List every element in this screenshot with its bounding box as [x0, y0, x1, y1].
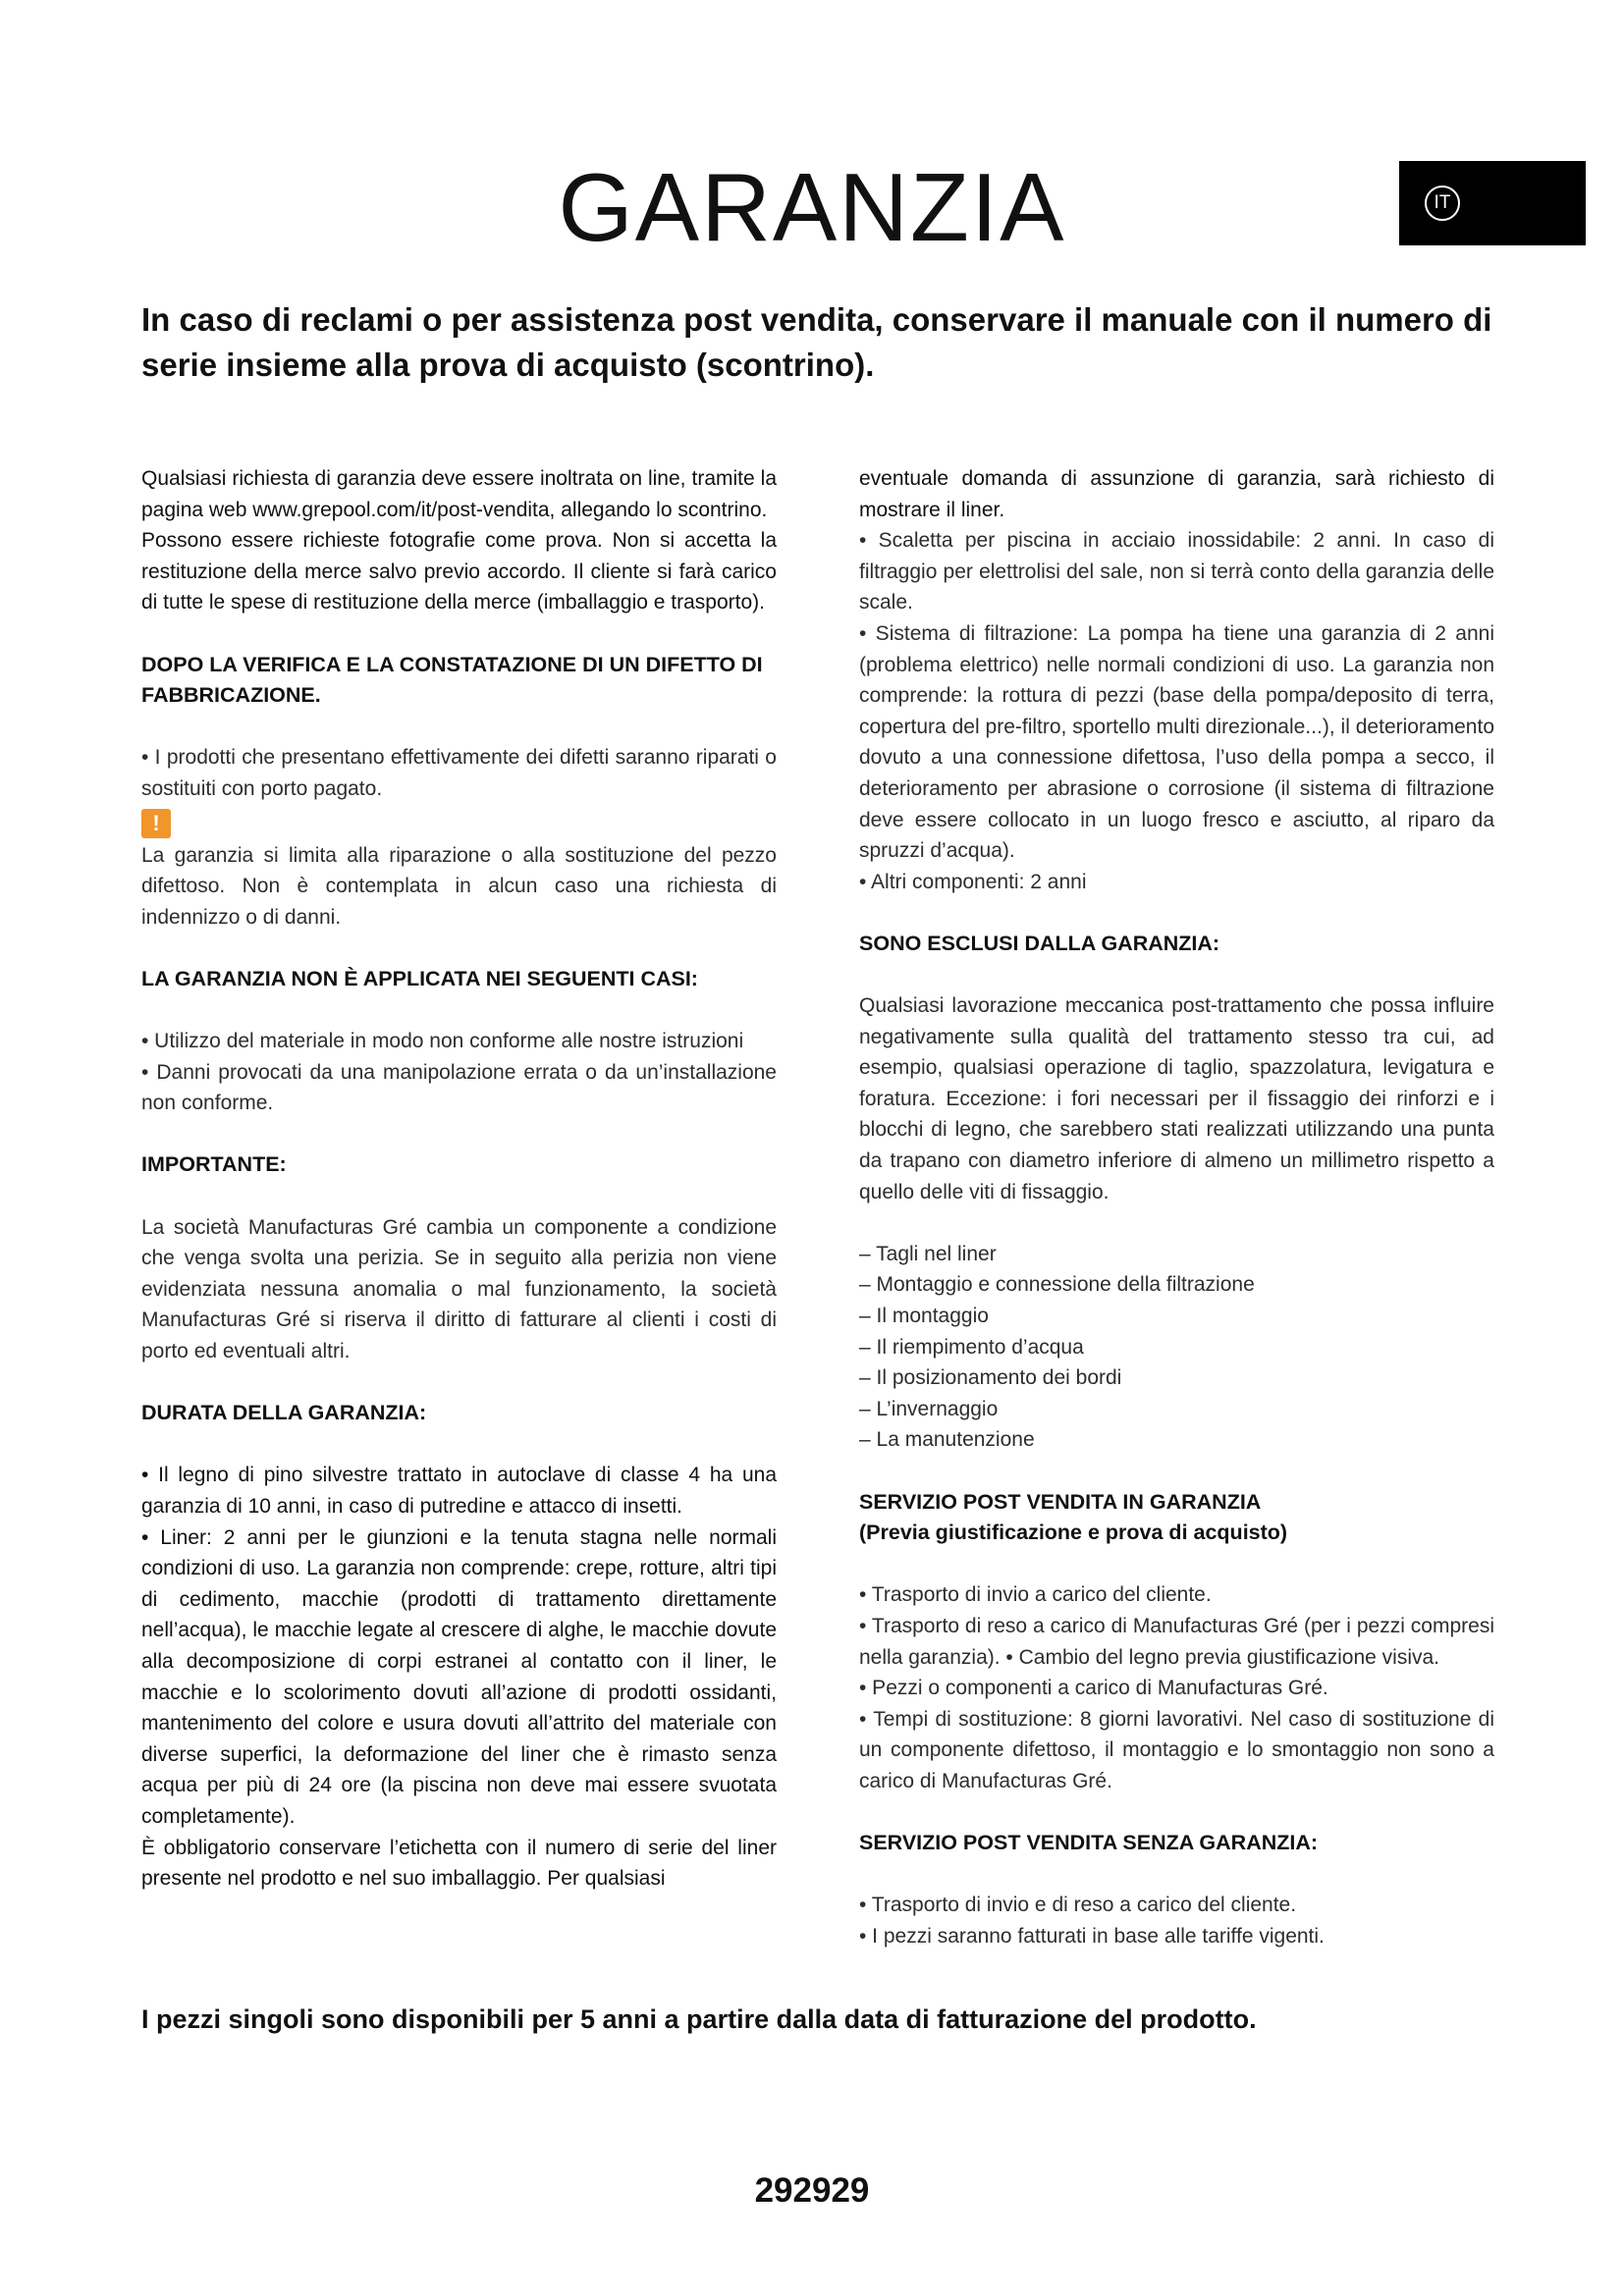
- list-item: – Il riempimento d’acqua: [859, 1335, 1084, 1359]
- heading-excluded: SONO ESCLUSI DALLA GARANZIA:: [859, 931, 1220, 955]
- bullet-damage: • Danni provocati da una manipolazione errata o da un’installazione non conforme.: [141, 1060, 777, 1115]
- warning-icon: !: [141, 809, 171, 838]
- language-tab: [1399, 161, 1586, 245]
- right-column: [859, 463, 1494, 1952]
- list-item: – Montaggio e connessione della filtrazione: [859, 1273, 1255, 1297]
- paragraph-limitation: La garanzia si limita alla riparazione o alla sostituzione del pezzo difettoso. Non è contemplata in alcun caso una richiesta di indennizzo o di danni.: [141, 843, 777, 929]
- heading-not-applied: LA GARANZIA NON È APPLICATA NEI SEGUENTI CASI:: [141, 966, 698, 990]
- bullet-misuse: • Utilizzo del materiale in modo non conforme alle nostre istruzioni: [141, 1030, 744, 1053]
- page-number: 292929: [754, 2171, 870, 2210]
- language-badge: IT: [1425, 186, 1460, 221]
- bullet-no-warranty-parts: • I pezzi saranno fatturati in base alle tariffe vigenti.: [859, 1924, 1325, 1948]
- bullet-shipping-out: • Trasporto di invio a carico del cliente.: [859, 1583, 1212, 1607]
- page-title: GARANZIA: [558, 153, 1066, 261]
- heading-defect-verification: DOPO LA VERIFICA E LA CONSTATAZIONE DI UN DIFETTO DI FABBRICAZIONE.: [141, 652, 763, 708]
- list-item: – Il montaggio: [859, 1305, 989, 1328]
- heading-important: IMPORTANTE:: [141, 1152, 287, 1177]
- list-item: – La manutenzione: [859, 1428, 1035, 1452]
- bullet-ladder: • Scaletta per piscina in acciaio inossidabile: 2 anni. In caso di filtraggio per elettrolisi del sale, non si terrà conto della garanzia delle scale.: [859, 529, 1494, 614]
- paragraph-liner-continued: eventuale domanda di assunzione di garanzia, sarà richiesto di mostrare il liner.: [859, 467, 1494, 521]
- paragraph-online-request: Qualsiasi richiesta di garanzia deve essere inoltrata on line, tramite la pagina web www.grepool.com/it/post-vendita, allegando lo scontrino.: [141, 467, 777, 521]
- list-item: – L’invernaggio: [859, 1397, 999, 1420]
- heading-service-no-warranty: SERVIZIO POST VENDITA SENZA GARANZIA:: [859, 1831, 1319, 1855]
- heading-duration: DURATA DELLA GARANZIA:: [141, 1401, 427, 1425]
- bullet-no-warranty-shipping: • Trasporto di invio e di reso a carico del cliente.: [859, 1894, 1297, 1917]
- left-column: [141, 463, 777, 1895]
- bullet-liner: • Liner: 2 anni per le giunzioni e la tenuta stagna nelle normali condizioni di uso. La garanzia non comprende: crepe, rotture, altri tipi di cedimento, macchie (prodotti di trattamento direttamente nell’acqua), le macchie legate al crescere di alghe, le macchie dovute alla decomposizione di corpi estranei al contatto con il liner, le macchie e lo scolorimento dovuti all’azione di prodotti ossidanti, mantenimento del colore e usura dovuti all’attrito del materiale con diverse superfici, la deformazione del liner che è rimasto senza acqua per più di 24 ore (la piscina non deve mai essere svuotata completamente).: [141, 1525, 777, 1828]
- list-item: – Il posizionamento dei bordi: [859, 1366, 1122, 1390]
- list-item: – Tagli nel liner: [859, 1242, 997, 1265]
- bullet-replacement-time: • Tempi di sostituzione: 8 giorni lavorativi. Nel caso di sostituzione di un componente difettoso, il montaggio e lo smontaggio non sono a carico di Manufacturas Gré.: [859, 1707, 1494, 1792]
- paragraph-mechanical-work: Qualsiasi lavorazione meccanica post-trattamento che possa influire negativamente sulla qualità del trattamento stesso tra cui, ad esempio, qualsiasi operazione di taglio, spazzolatura, levigatura e foratura. Eccezione: i fori necessari per il fissaggio dei rinforzi e i blocchi di legno, che sarebbero stati realizzati utilizzando una punta da trapano con diametro inferiore di almeno un millimetro rispetto a quello delle viti di fissaggio.: [859, 994, 1494, 1203]
- bullet-filtration: • Sistema di filtrazione: La pompa ha tiene una garanzia di 2 anni (problema elettrico) nelle normali condizioni di uso. La garanzia non comprende: la rottura di pezzi (base della pompa/deposito di terra, copertura del pre-filtro, sportello multi direzionale...), il deterioramento dovuto a una connessione difettosa, l’uso della pompa a secco, il deterioramento per abrasione o corrosione (il sistema di filtrazione deve essere collocato in un luogo fresco e asciutto, al riparo da spruzzi d’acqua).: [859, 621, 1494, 863]
- paragraph-appraisal: La società Manufacturas Gré cambia un componente a condizione che venga svolta una perizia. Se in seguito alla perizia non viene evidenziata nessuna anomalia o mal funzionamento, la società Manufacturas Gré si riserva il diritto di fatturare al clienti i costi di porto ed eventuali altri.: [141, 1215, 777, 1363]
- intro-notice: In caso di reclami o per assistenza post vendita, conservare il manuale con il numero di serie insieme alla prova di acquisto (scontrino).: [141, 301, 1492, 383]
- paragraph-serial-label: È obbligatorio conservare l’etichetta con il numero di serie del liner presente nel prodotto e nel suo imballaggio. Per qualsiasi: [141, 1836, 777, 1891]
- spare-parts-note: I pezzi singoli sono disponibili per 5 anni a partire dalla data di fatturazione del prodotto.: [141, 2004, 1257, 2034]
- bullet-other-components: • Altri componenti: 2 anni: [859, 870, 1087, 893]
- bullet-shipping-return: • Trasporto di reso a carico di Manufacturas Gré (per i pezzi compresi nella garanzia). • Cambio del legno previa giustificazione visiva.: [859, 1614, 1494, 1669]
- bullet-parts: • Pezzi o componenti a carico di Manufacturas Gré.: [859, 1677, 1328, 1700]
- bullet-wood: • Il legno di pino silvestre trattato in autoclave di classe 4 ha una garanzia di 10 anni, in caso di putredine e attacco di insetti.: [141, 1464, 777, 1518]
- bullet-repaired: • I prodotti che presentano effettivamente dei difetti saranno riparati o sostituiti con porto pagato.: [141, 746, 777, 800]
- paragraph-photos: Possono essere richieste fotografie come prova. Non si accetta la restituzione della merce salvo previo accordo. Il cliente si farà carico di tutte le spese di restituzione della merce (imballaggio e trasporto).: [141, 529, 777, 614]
- heading-service-warranty-subtitle: (Previa giustificazione e prova di acquisto): [859, 1521, 1288, 1545]
- heading-service-warranty: SERVIZIO POST VENDITA IN GARANZIA: [859, 1489, 1262, 1514]
